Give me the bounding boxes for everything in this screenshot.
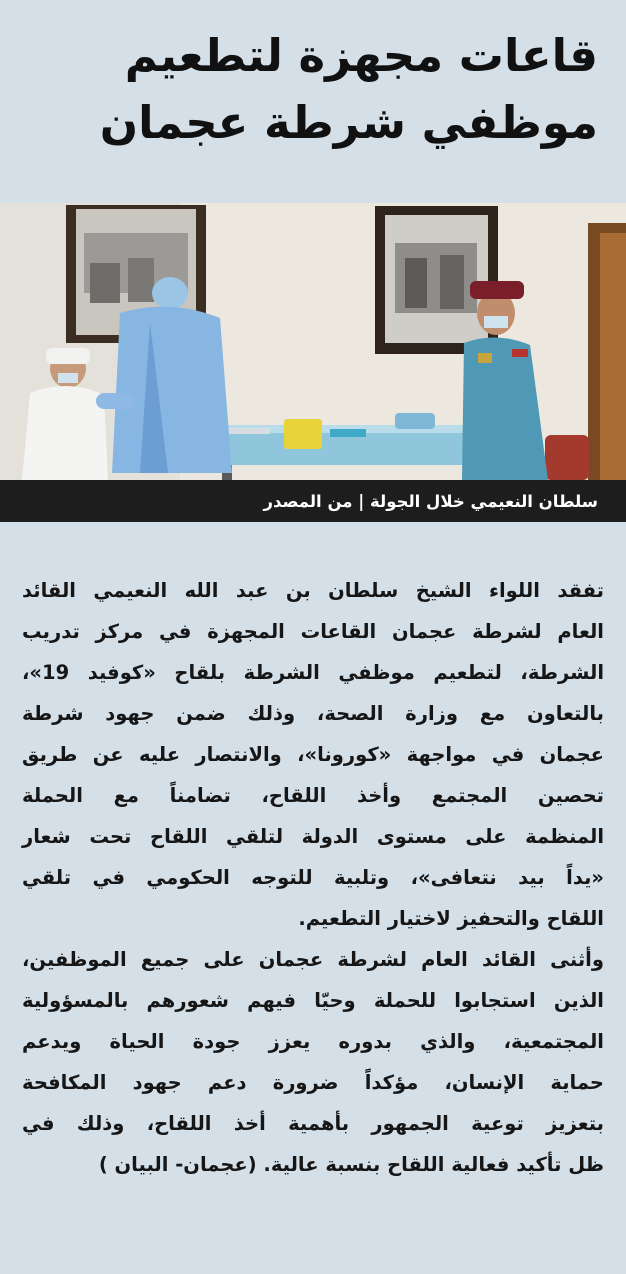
body-line: المنظمة على مستوى الدولة لتلقي اللقاح تحت شعار <box>22 825 604 848</box>
body-line: اللقاح والتحفيز لاختيار التطعيم. <box>298 907 604 930</box>
body-line: الذين استجابوا للحملة وحيّا فيهم شعورهم بالمسؤولية <box>22 989 604 1012</box>
body-line: تحصين المجتمع وأخذ اللقاح، تضامناً مع الحملة <box>22 784 604 807</box>
body-line: الشرطة، لتطعيم موظفي الشرطة بلقاح «كوفيد 19»، <box>22 661 604 684</box>
body-line: المجتمعية، والذي بدوره يعزز جودة الحياة ويدعم <box>22 1030 604 1053</box>
body-line: «يداً بيد نتعافى»، وتلبية للتوجه الحكومي في تلقي <box>22 866 604 889</box>
body-line: تفقد اللواء الشيخ سلطان بن عبد الله النعيمي القائد <box>22 579 604 602</box>
news-photo <box>0 203 626 480</box>
body-line: عجمان في مواجهة «كورونا»، والانتصار عليه عن طريق <box>22 743 604 766</box>
headline <box>28 22 598 156</box>
headline-line-2: موظفي شرطة عجمان <box>99 96 598 149</box>
body-line: بتعزيز توعية الجمهور بأهمية أخذ اللقاح، وذلك في <box>22 1112 604 1135</box>
body-line: بالتعاون مع وزارة الصحة، وذلك ضمن جهود شرطة <box>22 702 604 725</box>
body-line: حماية الإنسان، مؤكداً ضرورة دعم جهود المكافحة <box>22 1071 604 1094</box>
headline-line-1: قاعات مجهزة لتطعيم <box>124 29 598 82</box>
body-line: وأثنى القائد العام لشرطة عجمان على جميع الموظفين، <box>22 948 604 971</box>
photo-caption: سلطان النعيمي خلال الجولة | من المصدر <box>0 480 626 522</box>
body-line: العام لشرطة عجمان القاعات المجهزة في مركز تدريب <box>22 620 604 643</box>
body-line: ظل تأكيد فعالية اللقاح بنسبة عالية. (عجمان- البيان ) <box>98 1153 604 1176</box>
article-body <box>22 570 604 1185</box>
